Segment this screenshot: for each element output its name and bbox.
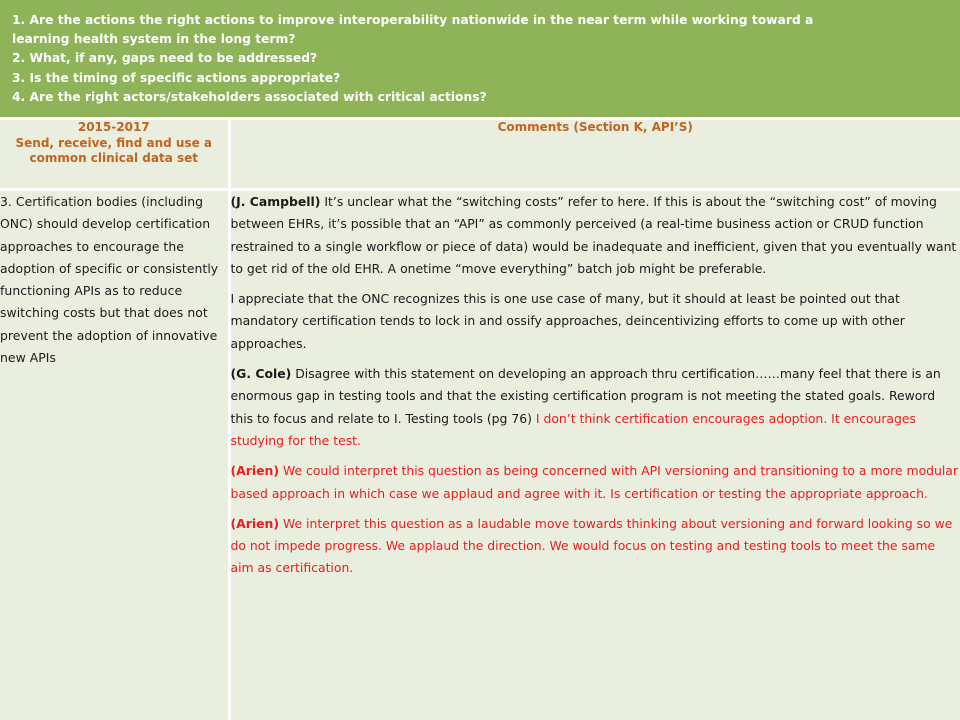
right-column-header: Comments (Section K, API’S) — [229, 119, 960, 190]
left-column-header — [0, 119, 229, 190]
header-years: 2015-2017 — [77, 120, 150, 134]
comment-arien-1 — [231, 460, 960, 505]
comment-author: (Arien) — [230, 463, 279, 479]
comment-text: Disagree with this statement on developing an approach thru certification……many feel that there is an enormous gap in testing tools and that the existing certification program is not meeting the stated goals. Reword this to focus and relate to I. Testing tools (pg 76) — [230, 366, 941, 426]
comment-text: It’s unclear what the “switching costs” refer to here. If this is about the “switching cost” of moving between EHRs, it’s possible that an “API” as commonly perceived (a real-time business action or CRUD function restrained to a single workflow or piece of data) would be inadequate and inefficient, given that you eventually want to get rid of the old EHR. A onetime “move everything” batch job might be preferable. — [230, 194, 957, 276]
question-2: 2. What, if any, gaps need to be addressed? — [12, 51, 318, 66]
comment-campbell — [231, 191, 960, 280]
comments-cell — [229, 190, 960, 720]
comments-table — [0, 117, 960, 720]
comment-campbell-2 — [231, 288, 960, 355]
comment-author: (J. Campbell) — [230, 194, 321, 209]
comment-arien-2 — [231, 513, 960, 580]
header-subtitle: Send, receive, find and use a common clinical data set — [15, 135, 212, 165]
comment-author: (G. Cole) — [230, 366, 292, 382]
question-1: 1. Are the actions the right actions to improve interoperability nationwide in the near term while working toward a learning health system in the long term? — [12, 13, 814, 47]
questions-header — [0, 0, 960, 117]
comment-author: (Arien) — [230, 515, 279, 531]
comment-text: I appreciate that the ONC recognizes this is one use case of many, but it should at least be pointed out that mandatory certification tends to lock in and ossify approaches, deincentivizing efforts to come up with other approaches. — [230, 291, 905, 351]
comment-text: We interpret this question as a laudable move towards thinking about versioning and forward looking so we do not impede progress. We applaud the direction. We would focus on testing and testing tools to meet the same aim as certification. — [230, 515, 953, 576]
comment-cole — [231, 363, 960, 452]
table-row — [0, 190, 960, 720]
comment-text: We could interpret this question as being concerned with API versioning and transitioning to a more modular based approach in which case we applaud and agree with it. Is certification or testing the appropriate approach. — [230, 463, 958, 501]
comment-red-text: I don’t think certification encourages adoption. It encourages studying for the test. — [230, 410, 916, 448]
action-item-cell: 3. Certification bodies (including ONC) should develop certification approaches to encourage the adoption of specific or consistently functioning APIs as to reduce switching costs but that does not prevent the adoption of innovative new APIs — [0, 190, 229, 720]
question-3: 3. Is the timing of specific actions appropriate? — [12, 70, 341, 85]
table-header-row — [0, 119, 960, 190]
question-4: 4. Are the right actors/stakeholders associated with critical actions? — [12, 89, 487, 104]
